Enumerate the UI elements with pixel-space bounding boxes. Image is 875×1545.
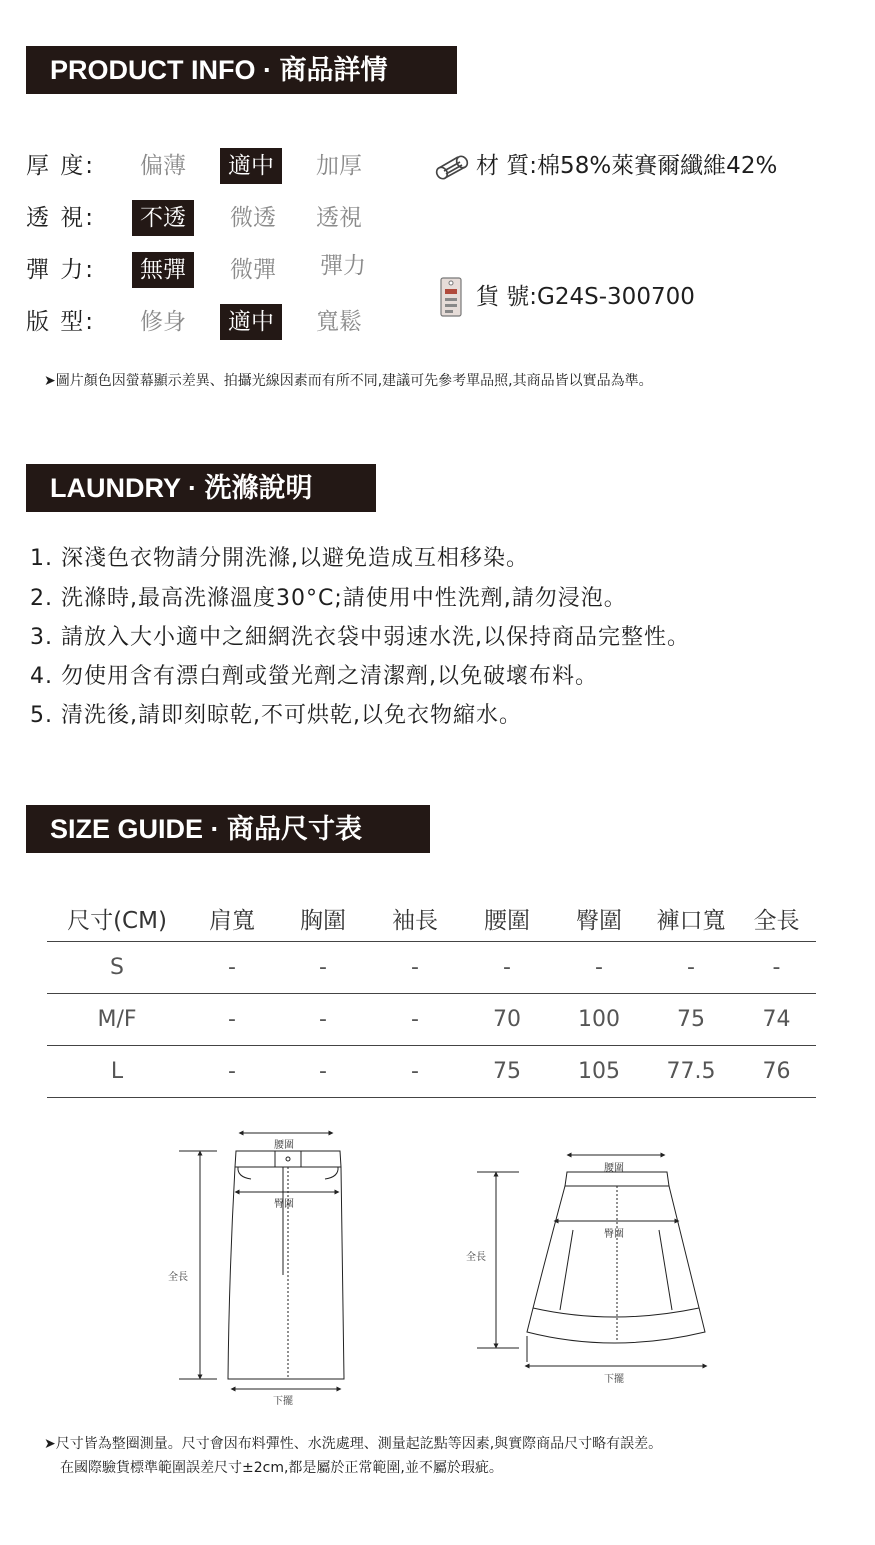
header-cell: 腰圍	[484, 907, 530, 934]
attr-option-selected: 適中	[220, 148, 282, 184]
table-row	[47, 942, 816, 994]
table-cell: L	[47, 1046, 187, 1098]
attr-option-selected: 無彈	[132, 252, 194, 288]
waist-label: 腰圍	[604, 1163, 624, 1174]
size-table	[47, 895, 816, 1098]
table-cell: -	[369, 994, 461, 1046]
table-cell: 70	[461, 994, 553, 1046]
thread-spool-icon	[434, 153, 472, 183]
laundry-item: 2. 洗滌時,最高洗滌溫度30°C;請使用中性洗劑,請勿浸泡。	[30, 586, 627, 611]
attr-option: 加厚	[316, 153, 362, 179]
hem-label: 下擺	[273, 1396, 293, 1407]
laundry-item: 3. 請放入大小適中之細網洗衣袋中弱速水洗,以保持商品完整性。	[30, 625, 690, 650]
attr-option: 微透	[230, 205, 276, 231]
table-cell: 76	[737, 1046, 816, 1098]
length-label: 全長	[466, 1252, 486, 1263]
item-number: 貨 號:G24S-300700	[476, 284, 695, 310]
length-label: 全長	[168, 1272, 188, 1283]
table-cell: 77.5	[645, 1046, 737, 1098]
attr-label: 版 型:	[26, 309, 96, 335]
table-cell: -	[461, 942, 553, 994]
material-spec: 材 質:棉58%萊賽爾纖維42%	[476, 153, 778, 179]
hip-label: 臀圍	[604, 1229, 624, 1240]
header-cell: 褲口寬	[656, 907, 726, 934]
tag-icon	[438, 274, 466, 320]
table-cell: -	[187, 1046, 277, 1098]
table-cell: 100	[553, 994, 645, 1046]
attr-option: 透視	[316, 205, 362, 231]
attr-option: 寬鬆	[316, 309, 362, 335]
table-cell: -	[277, 1046, 369, 1098]
waist-label: 腰圍	[274, 1140, 294, 1151]
attr-option-selected: 適中	[220, 304, 282, 340]
attr-option: 彈力	[320, 253, 366, 279]
header-cell: 袖長	[392, 907, 438, 934]
table-cell: -	[645, 942, 737, 994]
table-cell: 75	[645, 994, 737, 1046]
header-cell: 胸圍	[300, 907, 346, 934]
attr-label: 厚 度:	[26, 153, 96, 179]
table-cell: -	[277, 942, 369, 994]
product-info-title: PRODUCT INFO · 商品詳情	[26, 46, 457, 94]
size-note: ➤尺寸皆為整圈測量。尺寸會因布料彈性、水洗處理、測量起訖點等因素,與實際商品尺寸略有誤差。	[44, 1436, 663, 1452]
attr-label: 彈 力:	[26, 257, 96, 283]
table-cell: -	[737, 942, 816, 994]
table-cell: 75	[461, 1046, 553, 1098]
size-guide-title: SIZE GUIDE · 商品尺寸表	[26, 805, 430, 853]
header-cell: 臀圍	[576, 907, 622, 934]
size-table-header	[47, 895, 816, 942]
attr-option: 修身	[140, 309, 186, 335]
table-cell: 74	[737, 994, 816, 1046]
a-line-skirt-diagram	[463, 1150, 713, 1390]
header-cell: 全長	[753, 907, 800, 934]
table-cell: -	[277, 994, 369, 1046]
table-cell: -	[369, 1046, 461, 1098]
hip-label: 臀圍	[274, 1199, 294, 1210]
header-cell: 肩寬	[209, 907, 255, 934]
attr-option: 微彈	[230, 257, 276, 283]
table-cell: -	[369, 942, 461, 994]
laundry-item: 1. 深淺色衣物請分開洗滌,以避免造成互相移染。	[30, 546, 529, 571]
table-row	[47, 1046, 816, 1098]
attr-label: 透 視:	[26, 205, 96, 231]
size-note: 在國際驗貨標準範圍誤差尺寸±2cm,都是屬於正常範圍,並不屬於瑕疵。	[60, 1460, 503, 1476]
attr-option: 偏薄	[140, 153, 186, 179]
color-disclaimer: ➤圖片顏色因螢幕顯示差異、拍攝光線因素而有所不同,建議可先參考單品照,其商品皆以實品為準。	[44, 373, 653, 389]
header-cell: 尺寸(CM)	[67, 907, 167, 934]
laundry-title: LAUNDRY · 洗滌說明	[26, 464, 376, 512]
laundry-item: 4. 勿使用含有漂白劑或螢光劑之清潔劑,以免破壞布料。	[30, 664, 598, 689]
table-cell: -	[553, 942, 645, 994]
table-cell: S	[47, 942, 187, 994]
table-row	[47, 994, 816, 1046]
laundry-item: 5. 清洗後,請即刻晾乾,不可烘乾,以免衣物縮水。	[30, 703, 522, 728]
table-cell: -	[187, 942, 277, 994]
table-cell: 105	[553, 1046, 645, 1098]
hem-label: 下擺	[604, 1374, 624, 1385]
straight-skirt-diagram	[165, 1125, 355, 1410]
attr-option-selected: 不透	[132, 200, 194, 236]
table-cell: M/F	[47, 994, 187, 1046]
table-cell: -	[187, 994, 277, 1046]
